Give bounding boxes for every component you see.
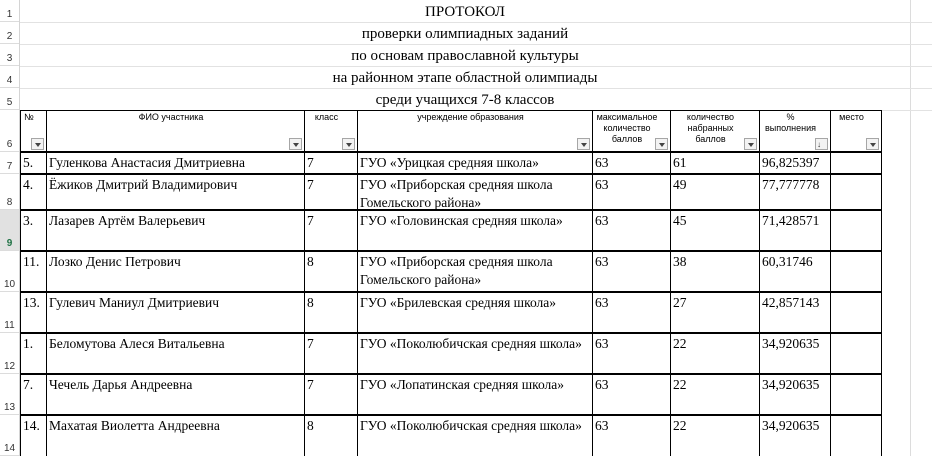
table-border: [357, 110, 358, 456]
table-border: [20, 414, 881, 416]
cell-name[interactable]: Беломутова Алеся Витальевна: [49, 336, 225, 351]
row-header-12[interactable]: 12: [0, 333, 19, 374]
cell-num[interactable]: 3.: [23, 213, 34, 228]
cell-pct[interactable]: 42,857143: [762, 295, 820, 310]
cell-max[interactable]: 63: [595, 418, 609, 433]
cell-grade[interactable]: 8: [307, 254, 314, 269]
header-school: учреждение образования: [417, 112, 524, 122]
table-border: [304, 110, 305, 456]
cell-school[interactable]: ГУО «Приборская средняя школа Гомельского района»: [360, 254, 553, 287]
table-border: [20, 291, 881, 293]
header-place: место: [839, 112, 864, 122]
cell-grade[interactable]: 7: [307, 213, 314, 228]
table-border: [46, 110, 47, 456]
cell-pct[interactable]: 77,777778: [762, 177, 820, 192]
header-name: ФИО участника: [138, 112, 204, 122]
table-border: [20, 110, 21, 456]
cell-pct[interactable]: 96,825397: [762, 155, 820, 170]
gridline: [20, 66, 932, 67]
table-border: [881, 110, 882, 456]
cell-pct[interactable]: 34,920635: [762, 377, 820, 392]
cell-place[interactable]: [830, 374, 881, 415]
cell-name[interactable]: Гуленкова Анастасия Дмитриевна: [49, 155, 246, 170]
cell-num[interactable]: 13.: [23, 295, 40, 310]
cell-place[interactable]: [830, 333, 881, 374]
cell-num[interactable]: 5.: [23, 155, 34, 170]
cell-place[interactable]: [830, 292, 881, 333]
cell-school[interactable]: ГУО «Головинская средняя школа»: [360, 213, 563, 228]
cell-max[interactable]: 63: [595, 254, 609, 269]
cell-num[interactable]: 7.: [23, 377, 34, 392]
cell-num[interactable]: 4.: [23, 177, 34, 192]
cell-grade[interactable]: 7: [307, 155, 314, 170]
row-header-4[interactable]: 4: [0, 66, 19, 88]
cell-max[interactable]: 63: [595, 336, 609, 351]
cell-grade[interactable]: 8: [307, 418, 314, 433]
gridline: [20, 88, 932, 89]
cell-num[interactable]: 1.: [23, 336, 34, 351]
row-header-10[interactable]: 10: [0, 251, 19, 292]
table-border: [670, 110, 671, 456]
header-got: количество набранных баллов: [686, 112, 735, 144]
cell-place[interactable]: [830, 415, 881, 456]
row-header-9[interactable]: 9: [0, 210, 19, 251]
filter-got-icon[interactable]: [744, 138, 757, 150]
cell-got[interactable]: 38: [673, 254, 687, 269]
row-header-column: [0, 0, 20, 456]
row-header-14[interactable]: 14: [0, 415, 19, 456]
cell-max[interactable]: 63: [595, 377, 609, 392]
row-header-11[interactable]: 11: [0, 292, 19, 333]
cell-name[interactable]: Ёжиков Дмитрий Владимирович: [49, 177, 238, 192]
cell-num[interactable]: 14.: [23, 418, 40, 433]
cell-name[interactable]: Лозко Денис Петрович: [49, 254, 181, 269]
row-header-3[interactable]: 3: [0, 44, 19, 66]
cell-got[interactable]: 49: [673, 177, 687, 192]
protocol-subtitle-3: на районном этапе областной олимпиады: [332, 70, 598, 86]
table-border: [20, 151, 881, 153]
cell-name[interactable]: Лазарев Артём Валерьевич: [49, 213, 206, 228]
header-grade: класс: [314, 112, 339, 122]
cell-pct[interactable]: 34,920635: [762, 336, 820, 351]
header-pct: % выполнения: [764, 112, 817, 133]
table-border: [20, 110, 881, 111]
cell-max[interactable]: 63: [595, 155, 609, 170]
cell-place[interactable]: [830, 152, 881, 174]
protocol-subtitle-1: проверки олимпиадных заданий: [361, 26, 569, 42]
cell-name[interactable]: Махатая Виолетта Андреевна: [49, 418, 220, 433]
cell-max[interactable]: 63: [595, 295, 609, 310]
table-border: [20, 173, 881, 175]
row-header-8[interactable]: 8: [0, 174, 19, 210]
filter-place-icon[interactable]: [866, 138, 879, 150]
gridline: [20, 44, 932, 45]
table-border: [592, 110, 593, 456]
cell-name[interactable]: Гулевич Маниул Дмитриевич: [49, 295, 220, 310]
row-header-13[interactable]: 13: [0, 374, 19, 415]
filter-grade-icon[interactable]: [342, 138, 355, 150]
cell-grade[interactable]: 7: [307, 177, 314, 192]
table-border: [20, 209, 881, 211]
filter-num-icon[interactable]: [31, 138, 44, 150]
cell-school[interactable]: ГУО «Лопатинская средняя школа»: [360, 377, 565, 392]
gridline: [910, 0, 911, 456]
cell-got[interactable]: 45: [673, 213, 687, 228]
filter-school-icon[interactable]: [577, 138, 590, 150]
cell-pct[interactable]: 60,31746: [762, 254, 813, 269]
cell-got[interactable]: 22: [673, 377, 687, 392]
protocol-title: ПРОТОКОЛ: [425, 4, 505, 20]
row-header-1[interactable]: 1: [0, 0, 19, 22]
protocol-subtitle-2: по основам православной культуры: [351, 48, 579, 64]
header-num: №: [24, 112, 34, 122]
cell-grade[interactable]: 8: [307, 295, 314, 310]
cell-max[interactable]: 63: [595, 177, 609, 192]
cell-school[interactable]: ГУО «Урицкая средняя школа»: [360, 155, 539, 170]
cell-num[interactable]: 11.: [23, 254, 40, 269]
row-header-5[interactable]: 5: [0, 88, 19, 110]
cell-place[interactable]: [830, 251, 881, 292]
cell-got[interactable]: 22: [673, 418, 687, 433]
cell-name[interactable]: Чечель Дарья Андреевна: [49, 377, 193, 392]
cell-max[interactable]: 63: [595, 213, 609, 228]
cell-got[interactable]: 22: [673, 336, 687, 351]
row-header-7[interactable]: 7: [0, 152, 19, 174]
cell-got[interactable]: 61: [673, 155, 687, 170]
cell-place[interactable]: [830, 210, 881, 251]
cell-grade[interactable]: 7: [307, 336, 314, 351]
cell-school[interactable]: ГУО «Поколюбичская средняя школа»: [360, 336, 582, 351]
cell-school[interactable]: ГУО «Брилевская средняя школа»: [360, 295, 557, 310]
filter-pct-icon[interactable]: [815, 138, 828, 150]
cell-got[interactable]: 27: [673, 295, 687, 310]
protocol-subtitle-4: среди учащихся 7-8 классов: [375, 92, 555, 108]
table-border: [759, 110, 760, 456]
filter-name-icon[interactable]: [289, 138, 302, 150]
gridline: [20, 22, 932, 23]
header-max: максимальное количество баллов: [596, 112, 658, 144]
cell-pct[interactable]: 34,920635: [762, 418, 820, 433]
cell-pct[interactable]: 71,428571: [762, 213, 820, 228]
filter-max-icon[interactable]: [655, 138, 668, 150]
table-border: [20, 250, 881, 252]
row-header-2[interactable]: 2: [0, 22, 19, 44]
cell-grade[interactable]: 7: [307, 377, 314, 392]
table-border: [20, 332, 881, 334]
row-header-6[interactable]: 6: [0, 110, 19, 152]
cell-place[interactable]: [830, 174, 881, 210]
cell-school[interactable]: ГУО «Поколюбичская средняя школа»: [360, 418, 582, 433]
cell-school[interactable]: ГУО «Приборская средняя школа Гомельского района»: [360, 177, 553, 210]
table-border: [20, 373, 881, 375]
table-border: [830, 110, 831, 456]
